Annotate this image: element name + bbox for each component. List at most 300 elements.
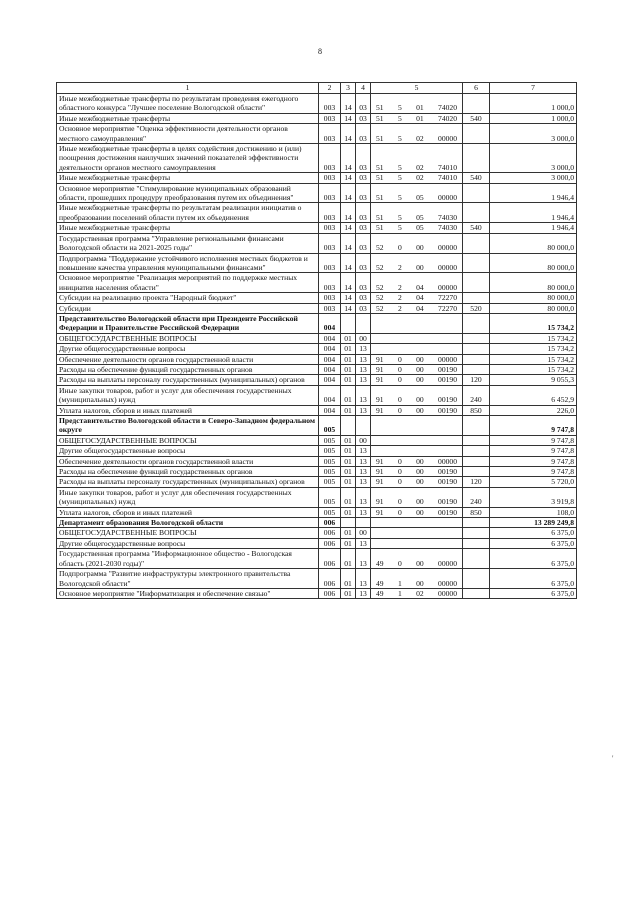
row-target-article bbox=[371, 528, 463, 538]
target-article-part: 2 bbox=[397, 293, 402, 303]
row-ved-code: 003 bbox=[319, 144, 341, 173]
row-ved-code: 004 bbox=[319, 333, 341, 343]
target-article-part: 74020 bbox=[438, 113, 457, 123]
row-sum: 15 734,2 bbox=[490, 313, 577, 333]
target-article-part: 49 bbox=[376, 558, 384, 568]
row-section-code: 01 bbox=[341, 405, 356, 415]
target-article-part: 52 bbox=[376, 282, 384, 292]
row-expense-type bbox=[463, 467, 490, 477]
table-row bbox=[57, 507, 577, 517]
row-target-article bbox=[371, 518, 463, 528]
header-col-3: 3 bbox=[341, 83, 356, 94]
table-row bbox=[57, 416, 577, 436]
row-expense-type: 540 bbox=[463, 223, 490, 233]
row-section-code: 01 bbox=[341, 344, 356, 354]
row-ved-code: 004 bbox=[319, 375, 341, 385]
row-expense-type: 850 bbox=[463, 405, 490, 415]
row-sum: 1 000,0 bbox=[490, 94, 577, 114]
target-article-part: 00190 bbox=[438, 405, 457, 415]
row-sum: 9 747,8 bbox=[490, 416, 577, 436]
row-ved-code: 003 bbox=[319, 223, 341, 233]
row-name: Иные закупки товаров, работ и услуг для обеспечения государственных (муниципальных) нужд bbox=[57, 385, 319, 405]
row-section-code: 01 bbox=[341, 487, 356, 507]
target-article-part: 0 bbox=[397, 354, 402, 364]
row-expense-type bbox=[463, 528, 490, 538]
row-subsection-code: 03 bbox=[356, 203, 371, 223]
row-subsection-code: 03 bbox=[356, 113, 371, 123]
target-article-parts bbox=[373, 497, 460, 506]
row-target-article bbox=[371, 173, 463, 183]
row-sum: 9 055,3 bbox=[490, 375, 577, 385]
row-subsection-code: 03 bbox=[356, 233, 371, 253]
row-subsection-code: 00 bbox=[356, 435, 371, 445]
row-sum: 3 000,0 bbox=[490, 144, 577, 173]
target-article-part: 00000 bbox=[438, 558, 457, 568]
row-target-article bbox=[371, 313, 463, 333]
row-target-article bbox=[371, 183, 463, 203]
row-section-code: 14 bbox=[341, 124, 356, 144]
row-expense-type bbox=[463, 253, 490, 273]
target-article-part: 91 bbox=[376, 395, 384, 405]
row-subsection-code: 03 bbox=[356, 273, 371, 293]
target-article-part: 74010 bbox=[438, 173, 457, 183]
row-target-article bbox=[371, 487, 463, 507]
target-article-parts bbox=[373, 243, 460, 252]
row-name: Основное мероприятие "Оценка эффективности деятельности органов местного самоуправления" bbox=[57, 124, 319, 144]
row-subsection-code: 13 bbox=[356, 375, 371, 385]
row-expense-type bbox=[463, 333, 490, 343]
target-article-parts bbox=[373, 293, 460, 302]
row-expense-type bbox=[463, 569, 490, 589]
target-article-part: 00 bbox=[416, 354, 424, 364]
row-expense-type bbox=[463, 416, 490, 436]
row-expense-type: 540 bbox=[463, 173, 490, 183]
row-target-article bbox=[371, 456, 463, 466]
row-subsection-code: 13 bbox=[356, 507, 371, 517]
row-section-code: 01 bbox=[341, 354, 356, 364]
table-row bbox=[57, 385, 577, 405]
row-sum: 9 747,8 bbox=[490, 435, 577, 445]
row-sum: 80 000,0 bbox=[490, 253, 577, 273]
target-article-part: 00 bbox=[416, 456, 424, 466]
row-sum: 80 000,0 bbox=[490, 303, 577, 313]
target-article-part: 91 bbox=[376, 507, 384, 517]
row-ved-code: 005 bbox=[319, 456, 341, 466]
table-row bbox=[57, 333, 577, 343]
row-section-code: 01 bbox=[341, 435, 356, 445]
row-name: Субсидии на реализацию проекта "Народный бюджет" bbox=[57, 293, 319, 303]
row-expense-type bbox=[463, 549, 490, 569]
row-ved-code: 004 bbox=[319, 354, 341, 364]
row-sum: 3 919,8 bbox=[490, 487, 577, 507]
row-ved-code: 004 bbox=[319, 344, 341, 354]
target-article-parts bbox=[373, 589, 460, 598]
target-article-part: 49 bbox=[376, 578, 384, 588]
table-row bbox=[57, 293, 577, 303]
budget-table bbox=[56, 82, 577, 599]
row-name: Иные межбюджетные трансферты bbox=[57, 113, 319, 123]
target-article-parts bbox=[373, 134, 460, 143]
row-name: Другие общегосударственные вопросы bbox=[57, 538, 319, 548]
table-row bbox=[57, 354, 577, 364]
target-article-part: 5 bbox=[397, 103, 402, 113]
target-article-parts bbox=[373, 283, 460, 292]
row-section-code: 01 bbox=[341, 528, 356, 538]
target-article-part: 00 bbox=[416, 375, 424, 385]
header-col-4: 4 bbox=[356, 83, 371, 94]
target-article-part: 72270 bbox=[438, 303, 457, 313]
row-target-article bbox=[371, 144, 463, 173]
target-article-part: 51 bbox=[376, 133, 384, 143]
row-subsection-code: 03 bbox=[356, 144, 371, 173]
target-article-part: 00000 bbox=[438, 243, 457, 253]
row-subsection-code: 13 bbox=[356, 467, 371, 477]
row-section-code: 14 bbox=[341, 233, 356, 253]
row-sum: 15 734,2 bbox=[490, 333, 577, 343]
row-sum: 1 000,0 bbox=[490, 113, 577, 123]
target-article-parts bbox=[373, 355, 460, 364]
table-row bbox=[57, 435, 577, 445]
target-article-part: 00 bbox=[416, 497, 424, 507]
table-row bbox=[57, 364, 577, 374]
row-name: Иные закупки товаров, работ и услуг для обеспечения государственных (муниципальных) нужд bbox=[57, 487, 319, 507]
target-article-part: 5 bbox=[397, 113, 402, 123]
target-article-part: 00000 bbox=[438, 456, 457, 466]
row-section-code: 01 bbox=[341, 456, 356, 466]
table-row bbox=[57, 144, 577, 173]
row-ved-code: 003 bbox=[319, 113, 341, 123]
row-ved-code: 003 bbox=[319, 233, 341, 253]
header-col-7: 7 bbox=[490, 83, 577, 94]
target-article-part: 00 bbox=[416, 395, 424, 405]
target-article-part: 74010 bbox=[438, 162, 457, 172]
table-row bbox=[57, 538, 577, 548]
target-article-part: 01 bbox=[416, 103, 424, 113]
target-article-part: 00190 bbox=[438, 467, 457, 477]
row-expense-type: 850 bbox=[463, 507, 490, 517]
target-article-parts bbox=[373, 508, 460, 517]
row-name: ОБЩЕГОСУДАРСТВЕННЫЕ ВОПРОСЫ bbox=[57, 435, 319, 445]
row-name: Уплата налогов, сборов и иных платежей bbox=[57, 507, 319, 517]
target-article-parts bbox=[373, 395, 460, 404]
target-article-part: 00 bbox=[416, 243, 424, 253]
target-article-parts bbox=[373, 406, 460, 415]
row-subsection-code: 13 bbox=[356, 538, 371, 548]
target-article-part: 2 bbox=[397, 303, 402, 313]
row-target-article bbox=[371, 477, 463, 487]
row-name: Государственная программа "Управление региональными финансами Вологодской области на 2021-2025 годы" bbox=[57, 233, 319, 253]
row-subsection-code: 03 bbox=[356, 124, 371, 144]
target-article-part: 04 bbox=[416, 303, 424, 313]
table-row bbox=[57, 203, 577, 223]
target-article-parts bbox=[373, 477, 460, 486]
target-article-part: 74020 bbox=[438, 103, 457, 113]
row-target-article bbox=[371, 223, 463, 233]
row-sum: 80 000,0 bbox=[490, 293, 577, 303]
row-section-code bbox=[341, 518, 356, 528]
row-name: Другие общегосударственные вопросы bbox=[57, 344, 319, 354]
target-article-part: 00 bbox=[416, 477, 424, 487]
row-sum: 9 747,8 bbox=[490, 467, 577, 477]
table-row bbox=[57, 94, 577, 114]
target-article-part: 04 bbox=[416, 282, 424, 292]
row-sum: 1 946,4 bbox=[490, 223, 577, 233]
target-article-part: 00000 bbox=[438, 282, 457, 292]
target-article-part: 51 bbox=[376, 223, 384, 233]
row-expense-type bbox=[463, 435, 490, 445]
row-name: Уплата налогов, сборов и иных платежей bbox=[57, 405, 319, 415]
target-article-part: 51 bbox=[376, 212, 384, 222]
row-target-article bbox=[371, 405, 463, 415]
row-expense-type bbox=[463, 183, 490, 203]
table-row bbox=[57, 456, 577, 466]
target-article-part: 52 bbox=[376, 243, 384, 253]
table-row bbox=[57, 303, 577, 313]
row-expense-type bbox=[463, 364, 490, 374]
row-section-code: 14 bbox=[341, 293, 356, 303]
row-section-code: 14 bbox=[341, 303, 356, 313]
target-article-part: 72270 bbox=[438, 293, 457, 303]
table-row bbox=[57, 549, 577, 569]
row-ved-code: 005 bbox=[319, 467, 341, 477]
target-article-part: 00190 bbox=[438, 497, 457, 507]
target-article-part: 00000 bbox=[438, 133, 457, 143]
target-article-parts bbox=[373, 213, 460, 222]
target-article-parts bbox=[373, 365, 460, 374]
row-name: Основное мероприятие "Реализация мероприятий по поддержке местных инициатив населения области" bbox=[57, 273, 319, 293]
target-article-part: 51 bbox=[376, 103, 384, 113]
row-subsection-code bbox=[356, 416, 371, 436]
target-article-part: 00 bbox=[416, 578, 424, 588]
row-subsection-code: 00 bbox=[356, 333, 371, 343]
row-name: Представительство Вологодской области в Северо-Западном федеральном округе bbox=[57, 416, 319, 436]
target-article-part: 91 bbox=[376, 364, 384, 374]
target-article-part: 00000 bbox=[438, 262, 457, 272]
row-section-code: 01 bbox=[341, 364, 356, 374]
row-sum: 15 734,2 bbox=[490, 344, 577, 354]
row-name: Департамент образования Вологодской области bbox=[57, 518, 319, 528]
row-sum: 6 375,0 bbox=[490, 528, 577, 538]
row-name: Подпрограмма "Поддержание устойчивого исполнения местных бюджетов и повышение качества управления муниципальными финансами" bbox=[57, 253, 319, 273]
row-sum: 13 289 249,8 bbox=[490, 518, 577, 528]
target-article-parts bbox=[373, 173, 460, 182]
row-subsection-code bbox=[356, 313, 371, 333]
row-target-article bbox=[371, 253, 463, 273]
row-sum: 6 375,0 bbox=[490, 549, 577, 569]
target-article-part: 00190 bbox=[438, 477, 457, 487]
target-article-part: 0 bbox=[397, 558, 402, 568]
row-name: Расходы на обеспечение функций государственных органов bbox=[57, 467, 319, 477]
target-article-part: 5 bbox=[397, 173, 402, 183]
row-sum: 108,0 bbox=[490, 507, 577, 517]
row-target-article bbox=[371, 507, 463, 517]
target-article-part: 1 bbox=[397, 588, 402, 598]
row-ved-code: 003 bbox=[319, 293, 341, 303]
table-row bbox=[57, 344, 577, 354]
row-name: Расходы на обеспечение функций государственных органов bbox=[57, 364, 319, 374]
row-ved-code: 003 bbox=[319, 303, 341, 313]
target-article-part: 00 bbox=[416, 558, 424, 568]
row-name: Иные межбюджетные трансферты в целях содействия достижению и (или) поощрения достижения наилучших значений показателей эффективности деятельности органов местного самоуправления bbox=[57, 144, 319, 173]
row-sum: 80 000,0 bbox=[490, 273, 577, 293]
row-section-code: 14 bbox=[341, 183, 356, 203]
header-col-1: 1 bbox=[57, 83, 319, 94]
row-ved-code: 004 bbox=[319, 313, 341, 333]
row-name: Основное мероприятие "Стимулирование муниципальных образований области, прошедших процедуру преобразования путем их объединения" bbox=[57, 183, 319, 203]
row-sum: 9 747,8 bbox=[490, 446, 577, 456]
row-expense-type bbox=[463, 588, 490, 598]
row-target-article bbox=[371, 364, 463, 374]
row-ved-code: 004 bbox=[319, 385, 341, 405]
row-target-article bbox=[371, 375, 463, 385]
target-article-part: 0 bbox=[397, 507, 402, 517]
scan-mark: ' bbox=[612, 754, 614, 763]
row-ved-code: 006 bbox=[319, 549, 341, 569]
target-article-part: 91 bbox=[376, 375, 384, 385]
row-section-code: 14 bbox=[341, 223, 356, 233]
row-target-article bbox=[371, 273, 463, 293]
row-ved-code: 003 bbox=[319, 183, 341, 203]
target-article-parts bbox=[373, 559, 460, 568]
row-section-code: 01 bbox=[341, 549, 356, 569]
row-ved-code: 005 bbox=[319, 487, 341, 507]
row-target-article bbox=[371, 293, 463, 303]
row-name: Иные межбюджетные трансферты bbox=[57, 223, 319, 233]
table-row bbox=[57, 233, 577, 253]
table-row bbox=[57, 183, 577, 203]
row-sum: 5 720,0 bbox=[490, 477, 577, 487]
row-ved-code: 005 bbox=[319, 446, 341, 456]
row-section-code: 01 bbox=[341, 507, 356, 517]
row-target-article bbox=[371, 203, 463, 223]
target-article-part: 52 bbox=[376, 303, 384, 313]
target-article-parts bbox=[373, 114, 460, 123]
target-article-part: 51 bbox=[376, 173, 384, 183]
row-section-code: 14 bbox=[341, 144, 356, 173]
row-name: Иные межбюджетные трансферты по результатам проведения ежегодного областного конкурса "Лучшее поселение Вологодской области" bbox=[57, 94, 319, 114]
target-article-part: 74030 bbox=[438, 223, 457, 233]
row-section-code: 01 bbox=[341, 477, 356, 487]
row-expense-type bbox=[463, 518, 490, 528]
row-target-article bbox=[371, 113, 463, 123]
row-name: Обеспечение деятельности органов государственной власти bbox=[57, 354, 319, 364]
row-sum: 6 375,0 bbox=[490, 569, 577, 589]
row-expense-type bbox=[463, 354, 490, 364]
target-article-part: 51 bbox=[376, 162, 384, 172]
target-article-part: 74030 bbox=[438, 212, 457, 222]
target-article-part: 2 bbox=[397, 282, 402, 292]
target-article-part: 00000 bbox=[438, 588, 457, 598]
row-sum: 3 000,0 bbox=[490, 124, 577, 144]
target-article-part: 05 bbox=[416, 212, 424, 222]
page-number: 8 bbox=[318, 47, 322, 56]
target-article-part: 05 bbox=[416, 193, 424, 203]
row-subsection-code: 13 bbox=[356, 344, 371, 354]
row-name: Государственная программа "Информационное общество - Вологодская область (2021-2030 годы)" bbox=[57, 549, 319, 569]
row-expense-type: 520 bbox=[463, 303, 490, 313]
target-article-part: 52 bbox=[376, 262, 384, 272]
row-ved-code: 003 bbox=[319, 94, 341, 114]
target-article-part: 91 bbox=[376, 456, 384, 466]
table-row bbox=[57, 253, 577, 273]
row-ved-code: 006 bbox=[319, 588, 341, 598]
row-target-article bbox=[371, 549, 463, 569]
row-section-code bbox=[341, 313, 356, 333]
row-subsection-code: 13 bbox=[356, 405, 371, 415]
target-article-part: 0 bbox=[397, 477, 402, 487]
target-article-part: 0 bbox=[397, 405, 402, 415]
table-row bbox=[57, 313, 577, 333]
target-article-part: 2 bbox=[397, 262, 402, 272]
target-article-parts bbox=[373, 375, 460, 384]
table-header-row bbox=[57, 83, 577, 94]
table-body bbox=[57, 94, 577, 599]
row-subsection-code: 13 bbox=[356, 549, 371, 569]
row-ved-code: 005 bbox=[319, 507, 341, 517]
row-subsection-code: 13 bbox=[356, 588, 371, 598]
row-expense-type bbox=[463, 94, 490, 114]
target-article-part: 02 bbox=[416, 133, 424, 143]
row-target-article bbox=[371, 385, 463, 405]
row-target-article bbox=[371, 124, 463, 144]
row-ved-code: 006 bbox=[319, 528, 341, 538]
target-article-part: 0 bbox=[397, 395, 402, 405]
row-ved-code: 005 bbox=[319, 416, 341, 436]
row-target-article bbox=[371, 538, 463, 548]
row-target-article bbox=[371, 569, 463, 589]
row-subsection-code: 03 bbox=[356, 223, 371, 233]
row-section-code: 01 bbox=[341, 467, 356, 477]
row-expense-type bbox=[463, 233, 490, 253]
row-ved-code: 005 bbox=[319, 435, 341, 445]
row-subsection-code: 13 bbox=[356, 364, 371, 374]
target-article-parts bbox=[373, 457, 460, 466]
row-subsection-code: 13 bbox=[356, 569, 371, 589]
row-sum: 1 946,4 bbox=[490, 203, 577, 223]
row-subsection-code: 13 bbox=[356, 385, 371, 405]
row-target-article bbox=[371, 588, 463, 598]
target-article-parts bbox=[373, 304, 460, 313]
target-article-parts bbox=[373, 223, 460, 232]
row-sum: 6 375,0 bbox=[490, 538, 577, 548]
table-row bbox=[57, 124, 577, 144]
target-article-part: 00 bbox=[416, 364, 424, 374]
row-section-code: 14 bbox=[341, 253, 356, 273]
row-name: Иные межбюджетные трансферты bbox=[57, 173, 319, 183]
row-ved-code: 003 bbox=[319, 273, 341, 293]
row-target-article bbox=[371, 94, 463, 114]
target-article-part: 02 bbox=[416, 162, 424, 172]
target-article-part: 00190 bbox=[438, 395, 457, 405]
target-article-part: 00000 bbox=[438, 578, 457, 588]
row-sum: 1 946,4 bbox=[490, 183, 577, 203]
row-sum: 6 375,0 bbox=[490, 588, 577, 598]
row-expense-type bbox=[463, 273, 490, 293]
row-name: Расходы на выплаты персоналу государственных (муниципальных) органов bbox=[57, 375, 319, 385]
row-name: Иные межбюджетные трансферты по результатам реализации инициатив о преобразовании поселений области путем их объединения bbox=[57, 203, 319, 223]
target-article-parts bbox=[373, 467, 460, 476]
target-article-part: 0 bbox=[397, 456, 402, 466]
row-name: Подпрограмма "Развитие инфраструктуры электронного правительства Вологодской области" bbox=[57, 569, 319, 589]
row-subsection-code bbox=[356, 518, 371, 528]
row-expense-type bbox=[463, 456, 490, 466]
target-article-parts bbox=[373, 263, 460, 272]
row-name: Обеспечение деятельности органов государственной власти bbox=[57, 456, 319, 466]
row-section-code: 01 bbox=[341, 538, 356, 548]
row-expense-type bbox=[463, 293, 490, 303]
row-subsection-code: 13 bbox=[356, 477, 371, 487]
row-subsection-code: 03 bbox=[356, 293, 371, 303]
